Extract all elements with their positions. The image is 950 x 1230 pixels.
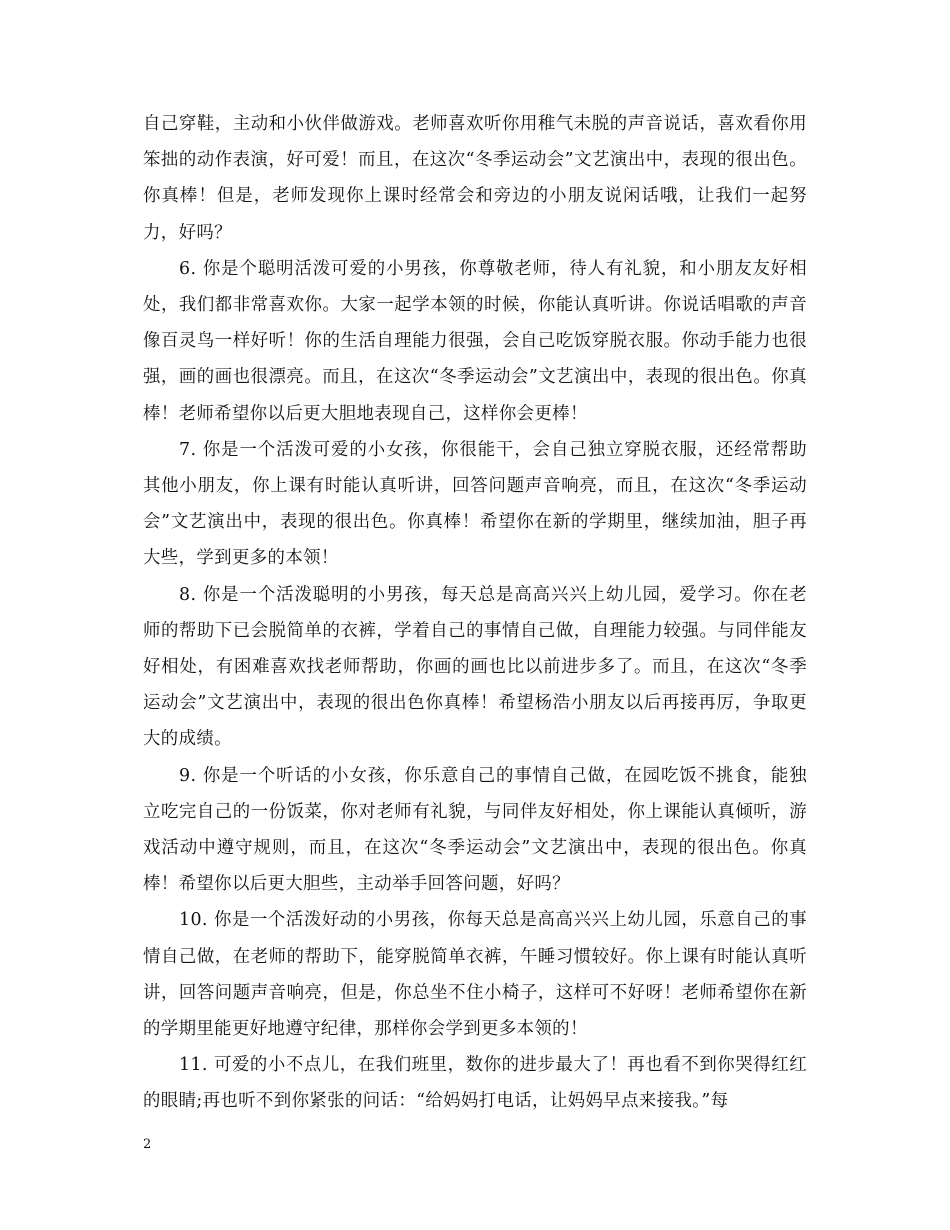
- page-number: 2: [143, 1137, 152, 1152]
- paragraph-item-8: 8. 你是一个活泼聪明的小男孩，每天总是高高兴兴上幼儿园，爱学习。你在老师的帮助下已会脱简单的衣裤，学着自己的事情自己做，自理能力较强。与同伴能友好相处，有困难喜欢找老师帮助，你画的画也比以前进步多了。而且，在这次“冬季运动会”文艺演出中，表现的很出色你真棒！希望杨浩小朋友以后再接再厉，争取更大的成绩。: [143, 584, 807, 750]
- paragraph-continuation: 自己穿鞋，主动和小伙伴做游戏。老师喜欢听你用稚气未脱的声音说话，喜欢看你用笨拙的动作表演，好可爱！而且，在这次“冬季运动会”文艺演出中，表现的很出色。你真棒！但是，老师发现你上课时经常会和旁边的小朋友说闲话哦，让我们一起努力，好吗？: [143, 114, 807, 243]
- paragraph-item-10: 10. 你是一个活泼好动的小男孩，你每天总是高高兴兴上幼儿园，乐意自己的事情自己做，在老师的帮助下，能穿脱简单衣裤，午睡习惯较好。你上课有时能认真听讲，回答问题声音响亮，但是，你总坐不住小椅子，这样可不好呀！老师希望你在新的学期里能更好地遵守纪律，那样你会学到更多本领的！: [143, 910, 807, 1040]
- document-body: [143, 106, 807, 1120]
- paragraph-item-7: 7. 你是一个活泼可爱的小女孩，你很能干，会自己独立穿脱衣服，还经常帮助其他小朋友，你上课有时能认真听讲，回答问题声音响亮，而且，在这次“冬季运动会”文艺演出中，表现的很出色。你真棒！希望你在新的学期里，继续加油，胆子再大些，学到更多的本领！: [143, 439, 807, 569]
- paragraph-item-9: 9. 你是一个听话的小女孩，你乐意自己的事情自己做，在园吃饭不挑食，能独立吃完自己的一份饭菜，你对老师有礼貌，与同伴友好相处，你上课能认真倾听，游戏活动中遵守规则，而且，在这次“冬季运动会”文艺演出中，表现的很出色。你真棒！希望你以后更大胆些，主动举手回答问题，好吗？: [143, 765, 807, 895]
- paragraph-item-11: 11. 可爱的小不点儿，在我们班里，数你的进步最大了！再也看不到你哭得红红的眼睛;再也听不到你紧张的问话：“给妈妈打电话，让妈妈早点来接我。”每: [143, 1055, 807, 1112]
- paragraph-item-6: 6. 你是个聪明活泼可爱的小男孩，你尊敬老师，待人有礼貌，和小朋友友好相处，我们都非常喜欢你。大家一起学本领的时候，你能认真听讲。你说话唱歌的声音像百灵鸟一样好听！你的生活自理能力很强，会自己吃饭穿脱衣服。你动手能力也很强，画的画也很漂亮。而且，在这次“冬季运动会”文艺演出中，表现的很出色。你真棒！老师希望你以后更大胆地表现自己，这样你会更棒！: [143, 258, 807, 424]
